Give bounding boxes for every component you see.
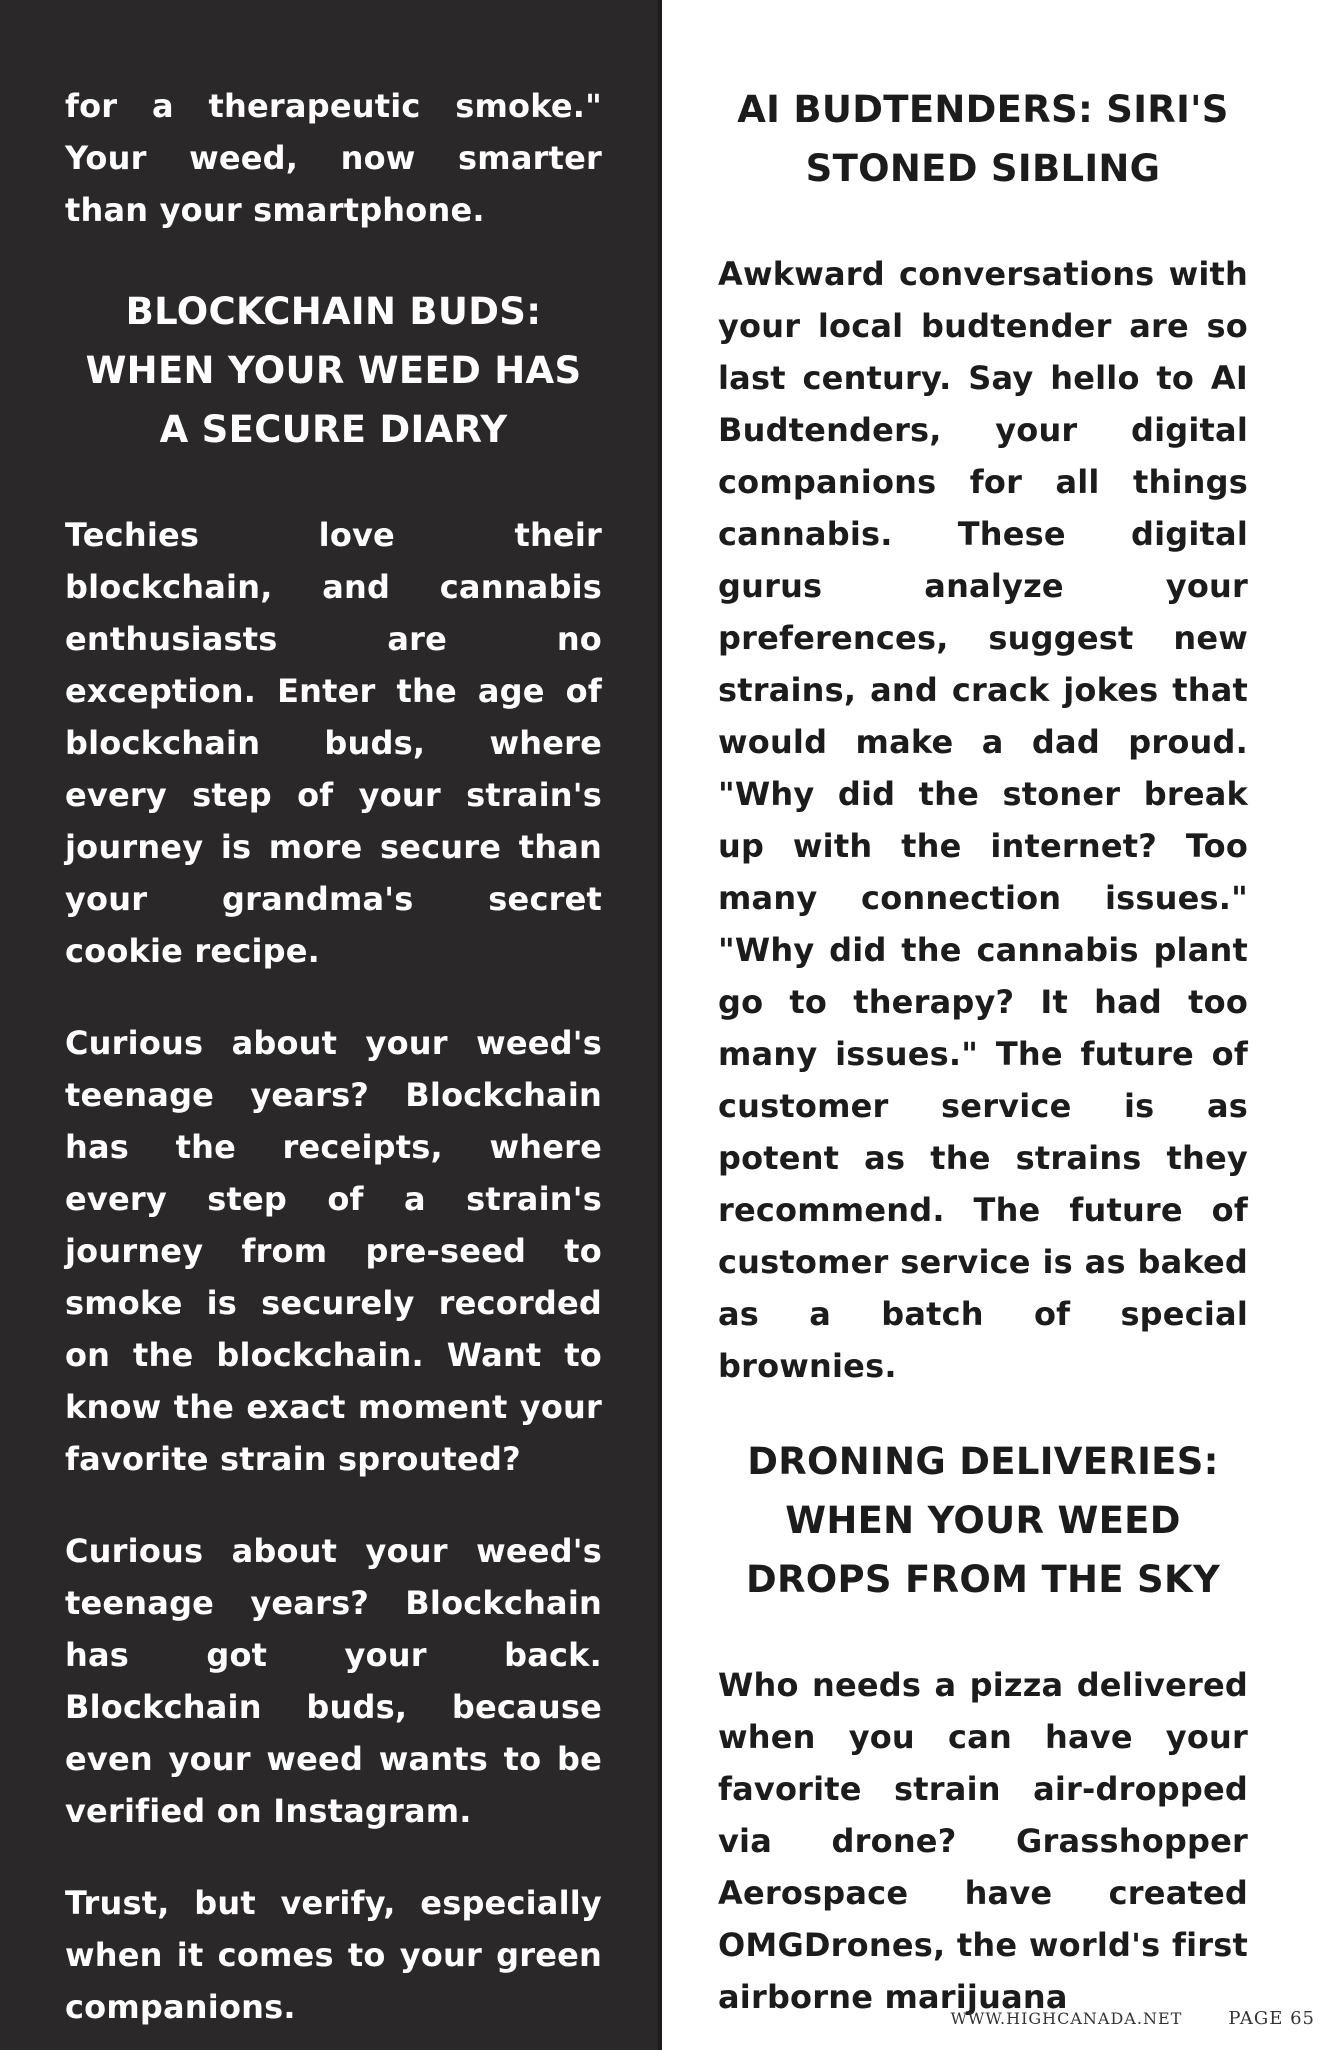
right-column bbox=[662, 0, 1325, 2050]
heading-line: WHEN YOUR WEED HAS bbox=[85, 349, 582, 392]
blockchain-buds-heading bbox=[65, 282, 602, 459]
left-paragraph-2: Curious about your weed's teenage years? Blockchain has the receipts, where every step of a strain's journey from pre-seed to smoke is securely recorded on the blockchain. Want to know the exact moment your favorite strain sprouted? bbox=[65, 1024, 602, 1478]
heading-line: BLOCKCHAIN BUDS: bbox=[125, 290, 542, 333]
left-intro-paragraph: for a therapeutic smoke." Your weed, now smarter than your smartphone. bbox=[65, 87, 602, 229]
left-paragraph-3: Curious about your weed's teenage years? Blockchain has got your back. Blockchain buds, because even your weed wants to be verified on Instagram. bbox=[65, 1532, 602, 1830]
heading-line: AI BUDTENDERS: SIRI'S bbox=[737, 88, 1229, 131]
page-footer bbox=[950, 2008, 1315, 2029]
heading-line: DRONING DELIVERIES: bbox=[747, 1440, 1219, 1483]
droning-deliveries-paragraph: Who needs a pizza delivered when you can have your favorite strain air-dropped via drone? Grasshopper Aerospace have created OMGDrones, the world's first airborne marijuana bbox=[718, 1666, 1248, 2016]
heading-line: STONED SIBLING bbox=[805, 147, 1161, 190]
ai-budtenders-heading bbox=[718, 80, 1248, 198]
left-paragraph-1: Techies love their blockchain, and cannabis enthusiasts are no exception. Enter the age of blockchain buds, where every step of your strain's journey is more secure than your grandma's secret cookie recipe. bbox=[65, 516, 602, 970]
heading-line: DROPS FROM THE SKY bbox=[745, 1558, 1221, 1601]
droning-deliveries-heading bbox=[718, 1432, 1248, 1609]
footer-website-link[interactable]: WWW.HIGHCANADA.NET bbox=[950, 2009, 1183, 2028]
heading-line: WHEN YOUR WEED bbox=[785, 1499, 1181, 1542]
left-paragraph-4: Trust, but verify, especially when it comes to your green companions. bbox=[65, 1884, 602, 2026]
ai-budtenders-paragraph: Awkward conversations with your local budtender are so last century. Say hello to AI Budtenders, your digital companions for all things cannabis. These digital gurus analyze your preferences, suggest new strains, and crack jokes that would make a dad proud. "Why did the stoner break up with the internet? Too many connection issues." "Why did the cannabis plant go to therapy? It had too many issues." The future of customer service is as potent as the strains they recommend. The future of customer service is as baked as a batch of special brownies. bbox=[718, 255, 1248, 1385]
page-number: PAGE 65 bbox=[1228, 2008, 1315, 2029]
heading-line: A SECURE DIARY bbox=[159, 408, 508, 451]
left-column bbox=[0, 0, 658, 2050]
